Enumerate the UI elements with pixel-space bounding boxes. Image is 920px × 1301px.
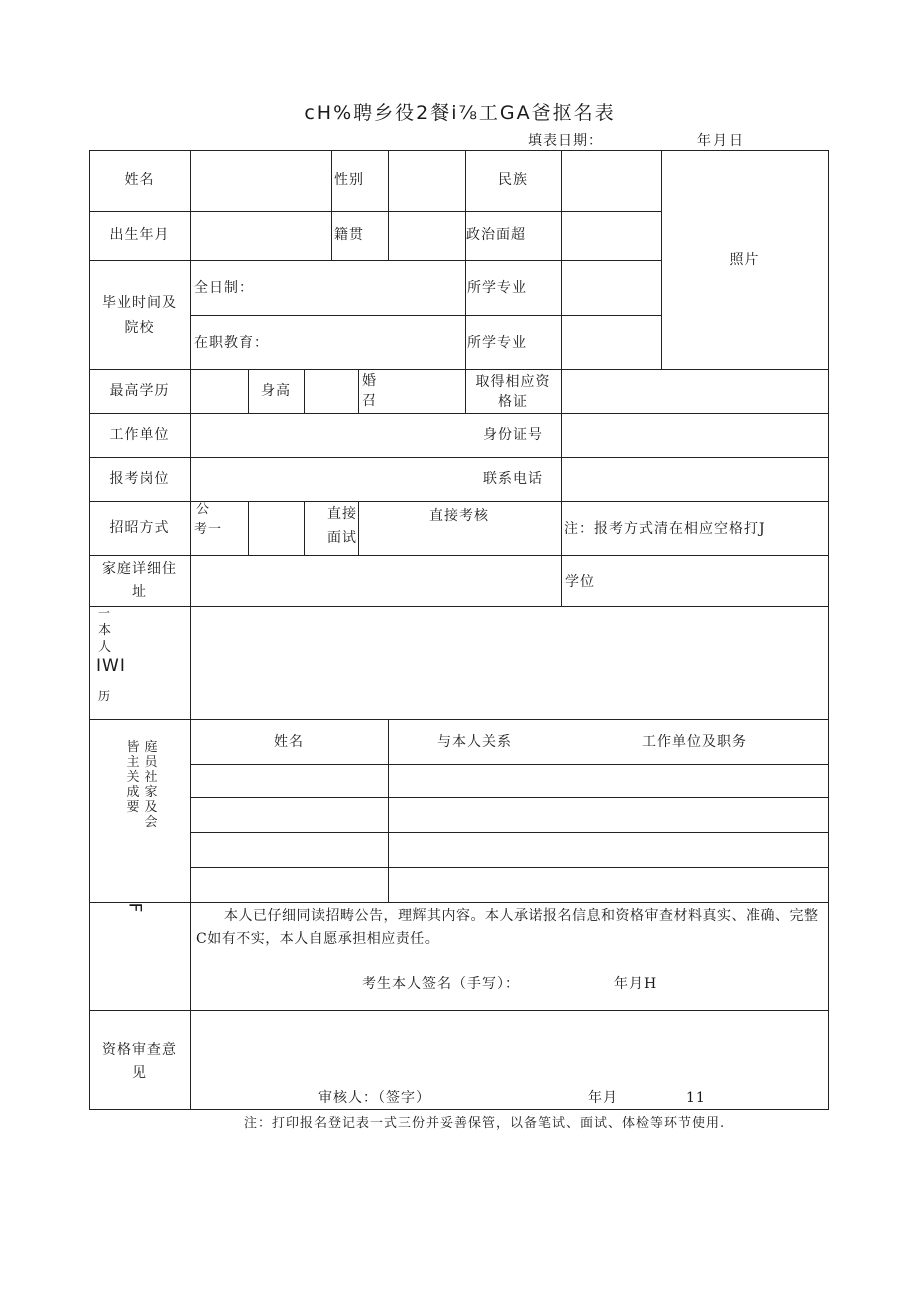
family-relation-header: 与本人关系 [437,734,512,750]
native-place-label: 籍贯 [334,227,364,243]
graduation-label-line1: 毕业时间及 [102,295,177,311]
rule [190,832,829,833]
graduation-label-line2: 院校 [124,320,155,336]
review-date-day: 11 [686,1090,706,1106]
rule [248,501,249,555]
address-label-line1: 家庭详细住 [102,561,177,577]
id-number-label: 身份证号 [483,427,543,443]
method-note: 注：报考方式清在相应空格打J [564,521,766,537]
form-title: cH%聘乡役2餐i⅞工GA爸抠名表 [304,102,616,124]
resume-label-char3: 人 [98,640,113,655]
photo-label: 照片 [729,252,760,268]
family-employer-header: 工作单位及职务 [642,734,747,750]
resume-label-char2: 本 [98,623,113,638]
inservice-label: 在职教育： [194,335,269,351]
position-label: 报考岗位 [109,471,170,487]
rule [190,315,661,316]
review-opinion-label-line1: 资格审查意 [102,1042,177,1058]
table-border-top [89,150,829,151]
major-label-inservice: 所学专业 [467,335,527,351]
rule [331,150,332,260]
table-border-right [828,150,829,1110]
employer-label: 工作单位 [109,427,170,443]
review-date-month: 年月 [588,1090,618,1106]
rule [190,150,191,1110]
rule [358,369,359,413]
fill-date-label: 填表日期： [528,133,603,149]
interview-label-line1: 直接 [327,506,357,522]
family-label-column-a: 皆主关成要 [126,740,140,815]
rule [89,260,661,261]
rule [89,413,829,414]
certificate-label-line1: 取得相应资 [475,374,551,390]
ethnicity-label: 民族 [498,172,528,188]
education-label: 最高学历 [109,383,170,399]
review-opinion-label-line2: 见 [132,1065,147,1081]
table-border-bottom [89,1109,829,1110]
pledge-side-mark: F [124,902,145,914]
pledge-text: 本人已仔细同读招畴公告，理辉其内容。本人承诺报名信息和资格审查材料真实、准确、完整C如有不实，本人自愿承担相应责任。 [196,908,819,947]
family-label-column-b: 庭员社家及会 [144,740,158,830]
rule [561,150,562,607]
resume-label-char1: 一 [98,606,112,620]
rule [89,902,829,903]
resume-label-char5: 历 [98,689,112,703]
height-label: 身高 [261,383,291,399]
phone-label: 联系电话 [483,471,543,487]
rule [89,606,829,607]
resume-label-char4: IWI [96,656,126,676]
name-label: 姓名 [124,172,155,188]
rule [89,457,829,458]
interview-label-line2: 面试 [327,530,357,546]
rule [89,369,829,370]
certificate-label-line2: 格证 [498,394,528,410]
marital-label-line2: 召 [362,393,377,409]
address-label-line2: 址 [132,584,147,600]
reviewer-signature-label: 审核人：（签字） [318,1090,431,1106]
candidate-signature-label: 考生本人签名（手写）： [362,976,520,992]
degree-label: 学位 [565,574,595,590]
rule [388,150,389,260]
fulltime-label: 全日制： [194,280,254,296]
rule [190,867,829,868]
rule [89,719,829,720]
rule [89,211,661,212]
marital-label-line1: 婚 [362,373,377,389]
fill-date-value: 年月日 [697,133,745,149]
gender-label: 性别 [334,172,364,188]
footnote: 注：打印报名登记表一式三份并妥善保管，以备笔试、面试、体检等环节使用. [244,1116,726,1131]
birth-label: 出生年月 [109,227,170,243]
political-label: 政治面超 [466,227,526,243]
rule [89,555,829,556]
rule [190,764,829,765]
written-exam-label-line2: 考一 [194,522,223,537]
rule [190,797,829,798]
recruit-method-label: 招昭方式 [109,520,170,536]
candidate-signature-date: 年月H [614,976,658,992]
direct-assessment-label: 直接考核 [429,508,489,524]
major-label-fulltime: 所学专业 [467,280,527,296]
rule [304,369,305,413]
family-name-header: 姓名 [274,734,304,750]
rule [89,1010,829,1011]
written-exam-label-line1: 公 [196,502,211,517]
